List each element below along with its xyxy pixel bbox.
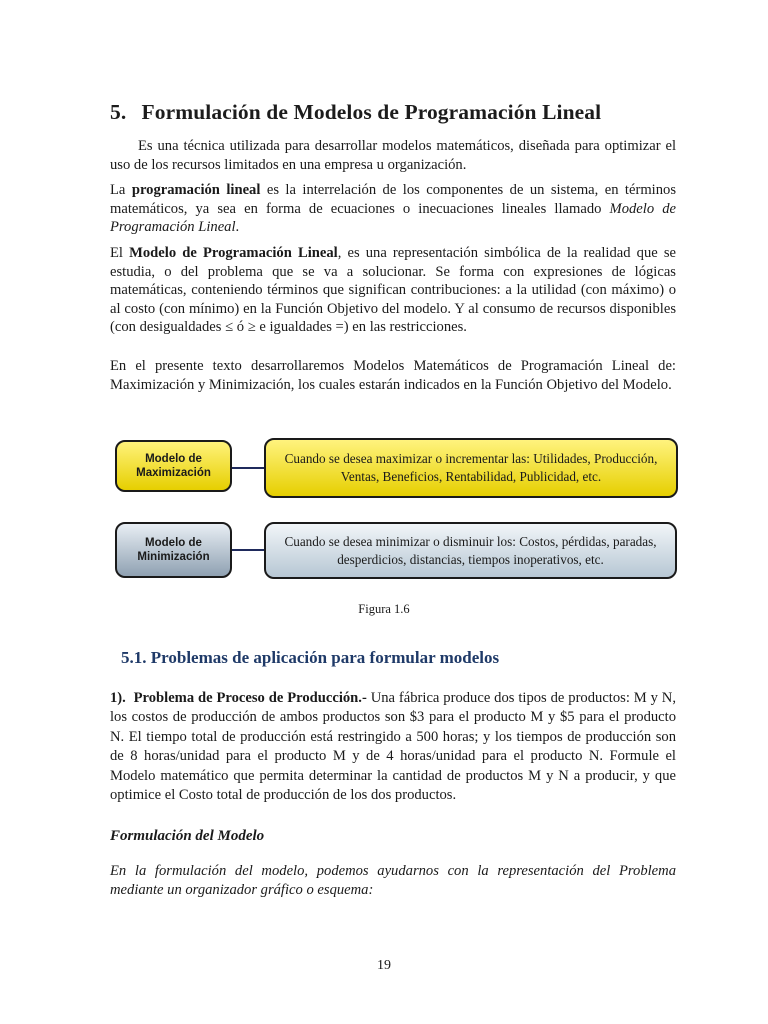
minimization-description: Cuando se desea minimizar o disminuir los: Costos, pérdidas, paradas, desperdicios, distancias, tiempos inoperativos, etc. (284, 533, 657, 567)
section-title: Formulación de Modelos de Programación Lineal (141, 100, 602, 124)
section-heading (110, 100, 710, 125)
text-run: , es una representación simbólica de la realidad que se estudia, o del problema que se va a solucionar. Se forma con expresiones de lógicas matemáticas, conteniendo términos que significan contribuciones: a la utilidad (con máximo) o al costo (con mínimo) en la Función Objetivo del modelo. Y al consumo de recursos disponibles (con desigualdades ≤ ó ≥ e igualdades =) en las restricciones. (110, 245, 676, 335)
figure-caption: Figura 1.6 (358, 602, 410, 616)
label-line: Modelo de (145, 537, 202, 549)
bold-term: Modelo de Programación Lineal (129, 245, 338, 261)
page-number: 19 (377, 958, 391, 973)
maximization-description: Cuando se desea maximizar o incrementar las: Utilidades, Producción, Ventas, Beneficios, Rentabilidad, Publicidad, etc. (284, 451, 658, 484)
label-line: Maximización (136, 467, 211, 479)
paragraph-intro: Es una técnica utilizada para desarrollar modelos matemáticos, diseñada para optimizar el uso de los recursos limitados en una empresa u organización. (110, 138, 676, 173)
text-run: La (110, 182, 132, 198)
minimization-model-label (137, 536, 209, 564)
problem-title: Problema de Proceso de Producción.- (133, 690, 367, 706)
connector-line-min (232, 549, 264, 551)
text-run: . (235, 219, 240, 235)
subsection-heading: 5.1. Problemas de aplicación para formular modelos (121, 648, 500, 667)
section-number: 5. (110, 100, 127, 124)
text-run: El (110, 245, 130, 261)
connector-line-max (232, 467, 264, 469)
problem-text: Una fábrica produce dos tipos de productos: M y N, los costos de producción de ambos productos son $3 para el producto M y $5 para el producto N. El tiempo total de producción está restringido a 500 horas; y los tiempos de producción son de 8 horas/unidad para el producto M y de 4 horas/unidad para el producto N. Formule el Modelo matemático que permita determinar la cantidad de productos M y N a producir, y que optimice el Costo total de producción de los dos productos. (110, 690, 676, 804)
bold-term: programación lineal (131, 182, 261, 198)
label-line: Minimización (137, 551, 210, 563)
maximization-description-box (264, 438, 678, 498)
paragraph-scope: En el presente texto desarrollaremos Modelos Matemáticos de Programación Lineal de: Maximización y Minimización, los cuales estarán indicados en la Función Objetivo del Modelo. (110, 358, 676, 393)
minimization-description-box (264, 522, 677, 579)
italic-term: Modelo de Programación Lineal (110, 200, 676, 235)
label-line: Modelo de (145, 453, 202, 465)
maximization-model-label (136, 452, 211, 480)
text-run: es la interrelación de los componentes de un sistema, en términos matemáticos, ya sea en forma de ecuaciones o inecuaciones lineales llamado (110, 182, 676, 217)
paragraph-model (110, 244, 676, 337)
minimization-model-box (115, 522, 232, 578)
formulation-paragraph: En la formulación del modelo, podemos ayudarnos con la representación del Problema mediante un organizador gráfico o esquema: (110, 863, 676, 898)
maximization-model-box (115, 440, 232, 492)
problem-paragraph (110, 689, 676, 805)
formulation-heading: Formulación del Modelo (110, 828, 265, 844)
problem-number: 1). (110, 690, 126, 706)
paragraph-definition (110, 181, 676, 237)
